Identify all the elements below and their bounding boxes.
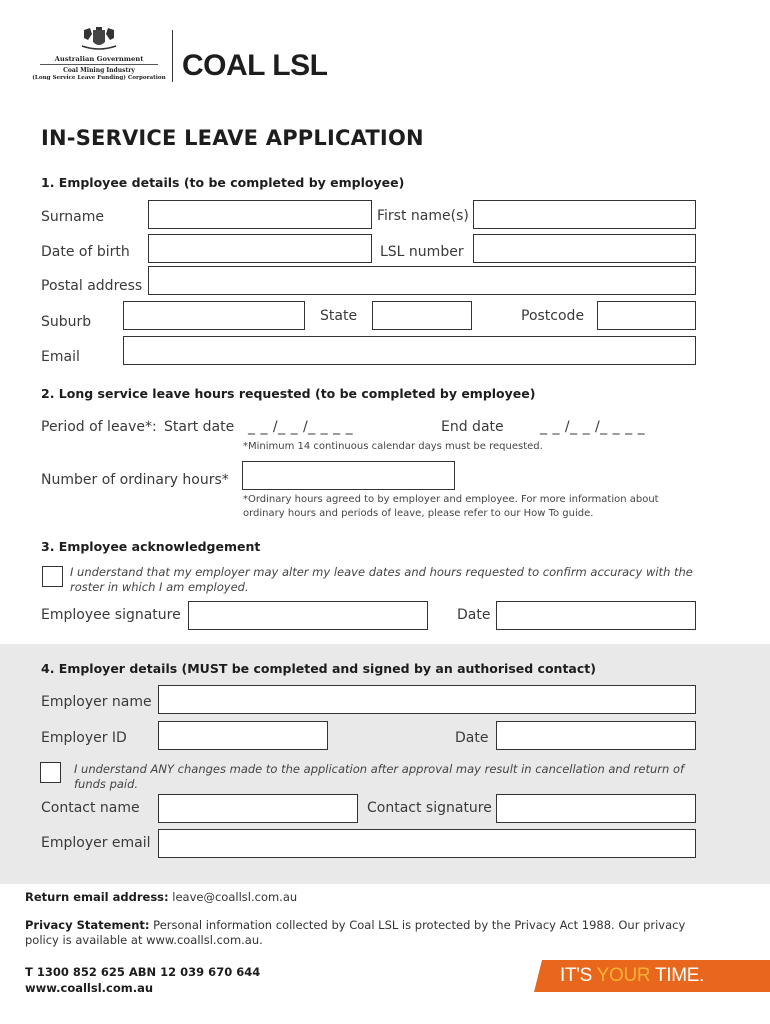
privacy-statement-text-1: Personal information collected by Coal LSL is protected by the Privacy Act 1988. Our privacy <box>149 918 686 932</box>
employer-id-label: Employer ID <box>41 730 127 746</box>
employee-acknowledgement-text-line1: I understand that my employer may alter my leave dates and hours requested to confirm accuracy with the <box>70 565 693 579</box>
contact-line: T 1300 852 625 ABN 12 039 670 644 <box>25 965 261 979</box>
coal-lsl-logo-text: COAL LSL <box>182 49 328 82</box>
employer-date-field[interactable] <box>496 721 696 750</box>
first-names-label: First name(s) <box>377 208 469 224</box>
suburb-label: Suburb <box>41 314 92 330</box>
section-1-heading: 1. Employee details (to be completed by employee) <box>41 175 405 190</box>
contact-signature-label: Contact signature <box>367 800 492 816</box>
employer-id-field[interactable] <box>158 721 328 750</box>
surname-label: Surname <box>41 209 104 225</box>
employee-signature-field[interactable] <box>188 601 428 630</box>
tagline-time: TIME. <box>650 965 705 986</box>
logo-divider <box>172 30 173 82</box>
state-label: State <box>320 308 358 324</box>
contact-name-label: Contact name <box>41 800 140 816</box>
tagline-its: IT'S <box>560 965 597 986</box>
minimum-days-note: *Minimum 14 continuous calendar days must be requested. <box>243 441 543 452</box>
tagline-your: YOUR <box>596 965 651 986</box>
return-email-address[interactable]: leave@coallsl.com.au <box>168 890 298 904</box>
state-field[interactable] <box>372 301 472 330</box>
ordinary-hours-label: Number of ordinary hours* <box>41 472 229 488</box>
privacy-statement-label: Privacy Statement: <box>25 918 150 932</box>
employer-acknowledgement-checkbox[interactable] <box>40 762 61 783</box>
contact-name-field[interactable] <box>158 794 358 823</box>
surname-field[interactable] <box>148 200 372 229</box>
return-email-line <box>25 890 297 905</box>
ordinary-hours-note-line2: ordinary hours and periods of leave, please refer to our How To guide. <box>243 508 594 519</box>
page-title: IN-SERVICE LEAVE APPLICATION <box>41 126 424 150</box>
ordinary-hours-field[interactable] <box>242 461 455 490</box>
period-of-leave-label: Period of leave*: <box>41 419 157 435</box>
employer-email-label: Employer email <box>41 835 151 851</box>
end-date-label: End date <box>441 419 504 435</box>
postcode-field[interactable] <box>597 301 696 330</box>
postal-address-label: Postal address <box>41 278 143 294</box>
contact-signature-field[interactable] <box>496 794 696 823</box>
lsl-number-field[interactable] <box>473 234 696 263</box>
corporation-name-line1: Coal Mining Industry <box>63 67 135 74</box>
privacy-statement-line1 <box>25 918 685 933</box>
start-date-input[interactable]: _ _ /_ _ /_ _ _ _ <box>248 419 354 435</box>
email-field[interactable] <box>123 336 696 365</box>
section-2-heading: 2. Long service leave hours requested (to be completed by employee) <box>41 386 536 401</box>
section-4-heading: 4. Employer details (MUST be completed and signed by an authorised contact) <box>41 661 596 676</box>
lsl-number-label: LSL number <box>380 244 464 260</box>
corporation-divider <box>40 64 158 65</box>
employee-date-field[interactable] <box>496 601 696 630</box>
employer-date-label: Date <box>455 730 489 746</box>
employer-email-field[interactable] <box>158 829 696 858</box>
dob-label: Date of birth <box>41 244 130 260</box>
return-email-label: Return email address: <box>25 890 169 904</box>
coal-lsl-logo <box>182 50 330 82</box>
government-name: Australian Government <box>54 55 144 63</box>
employee-acknowledgement-text-line2: roster in which I am employed. <box>70 580 249 594</box>
employer-name-field[interactable] <box>158 685 696 714</box>
end-date-input[interactable]: _ _ /_ _ /_ _ _ _ <box>540 419 646 435</box>
government-crest-icon <box>78 26 120 52</box>
employer-acknowledgement-text-line2: funds paid. <box>74 777 139 791</box>
website-link[interactable]: www.coallsl.com.au <box>25 981 154 995</box>
section-3-heading: 3. Employee acknowledgement <box>41 539 261 554</box>
first-names-field[interactable] <box>473 200 696 229</box>
privacy-statement-line2: policy is available at www.coallsl.com.au. <box>25 933 263 947</box>
employer-name-label: Employer name <box>41 694 152 710</box>
dob-field[interactable] <box>148 234 372 263</box>
employee-acknowledgement-checkbox[interactable] <box>42 566 63 587</box>
employee-date-label: Date <box>457 607 491 623</box>
employee-signature-label: Employee signature <box>41 607 181 623</box>
suburb-field[interactable] <box>123 301 305 330</box>
tagline-banner <box>534 960 770 992</box>
email-label: Email <box>41 349 80 365</box>
employer-acknowledgement-text-line1: I understand ANY changes made to the application after approval may result in cancellation and return of <box>74 762 685 776</box>
corporation-name-line2: (Long Service Leave Funding) Corporation <box>32 75 166 81</box>
postcode-label: Postcode <box>521 308 585 324</box>
start-date-label: Start date <box>164 419 235 435</box>
ordinary-hours-note-line1: *Ordinary hours agreed to by employer and employee. For more information about <box>243 494 659 505</box>
postal-address-field[interactable] <box>148 266 696 295</box>
